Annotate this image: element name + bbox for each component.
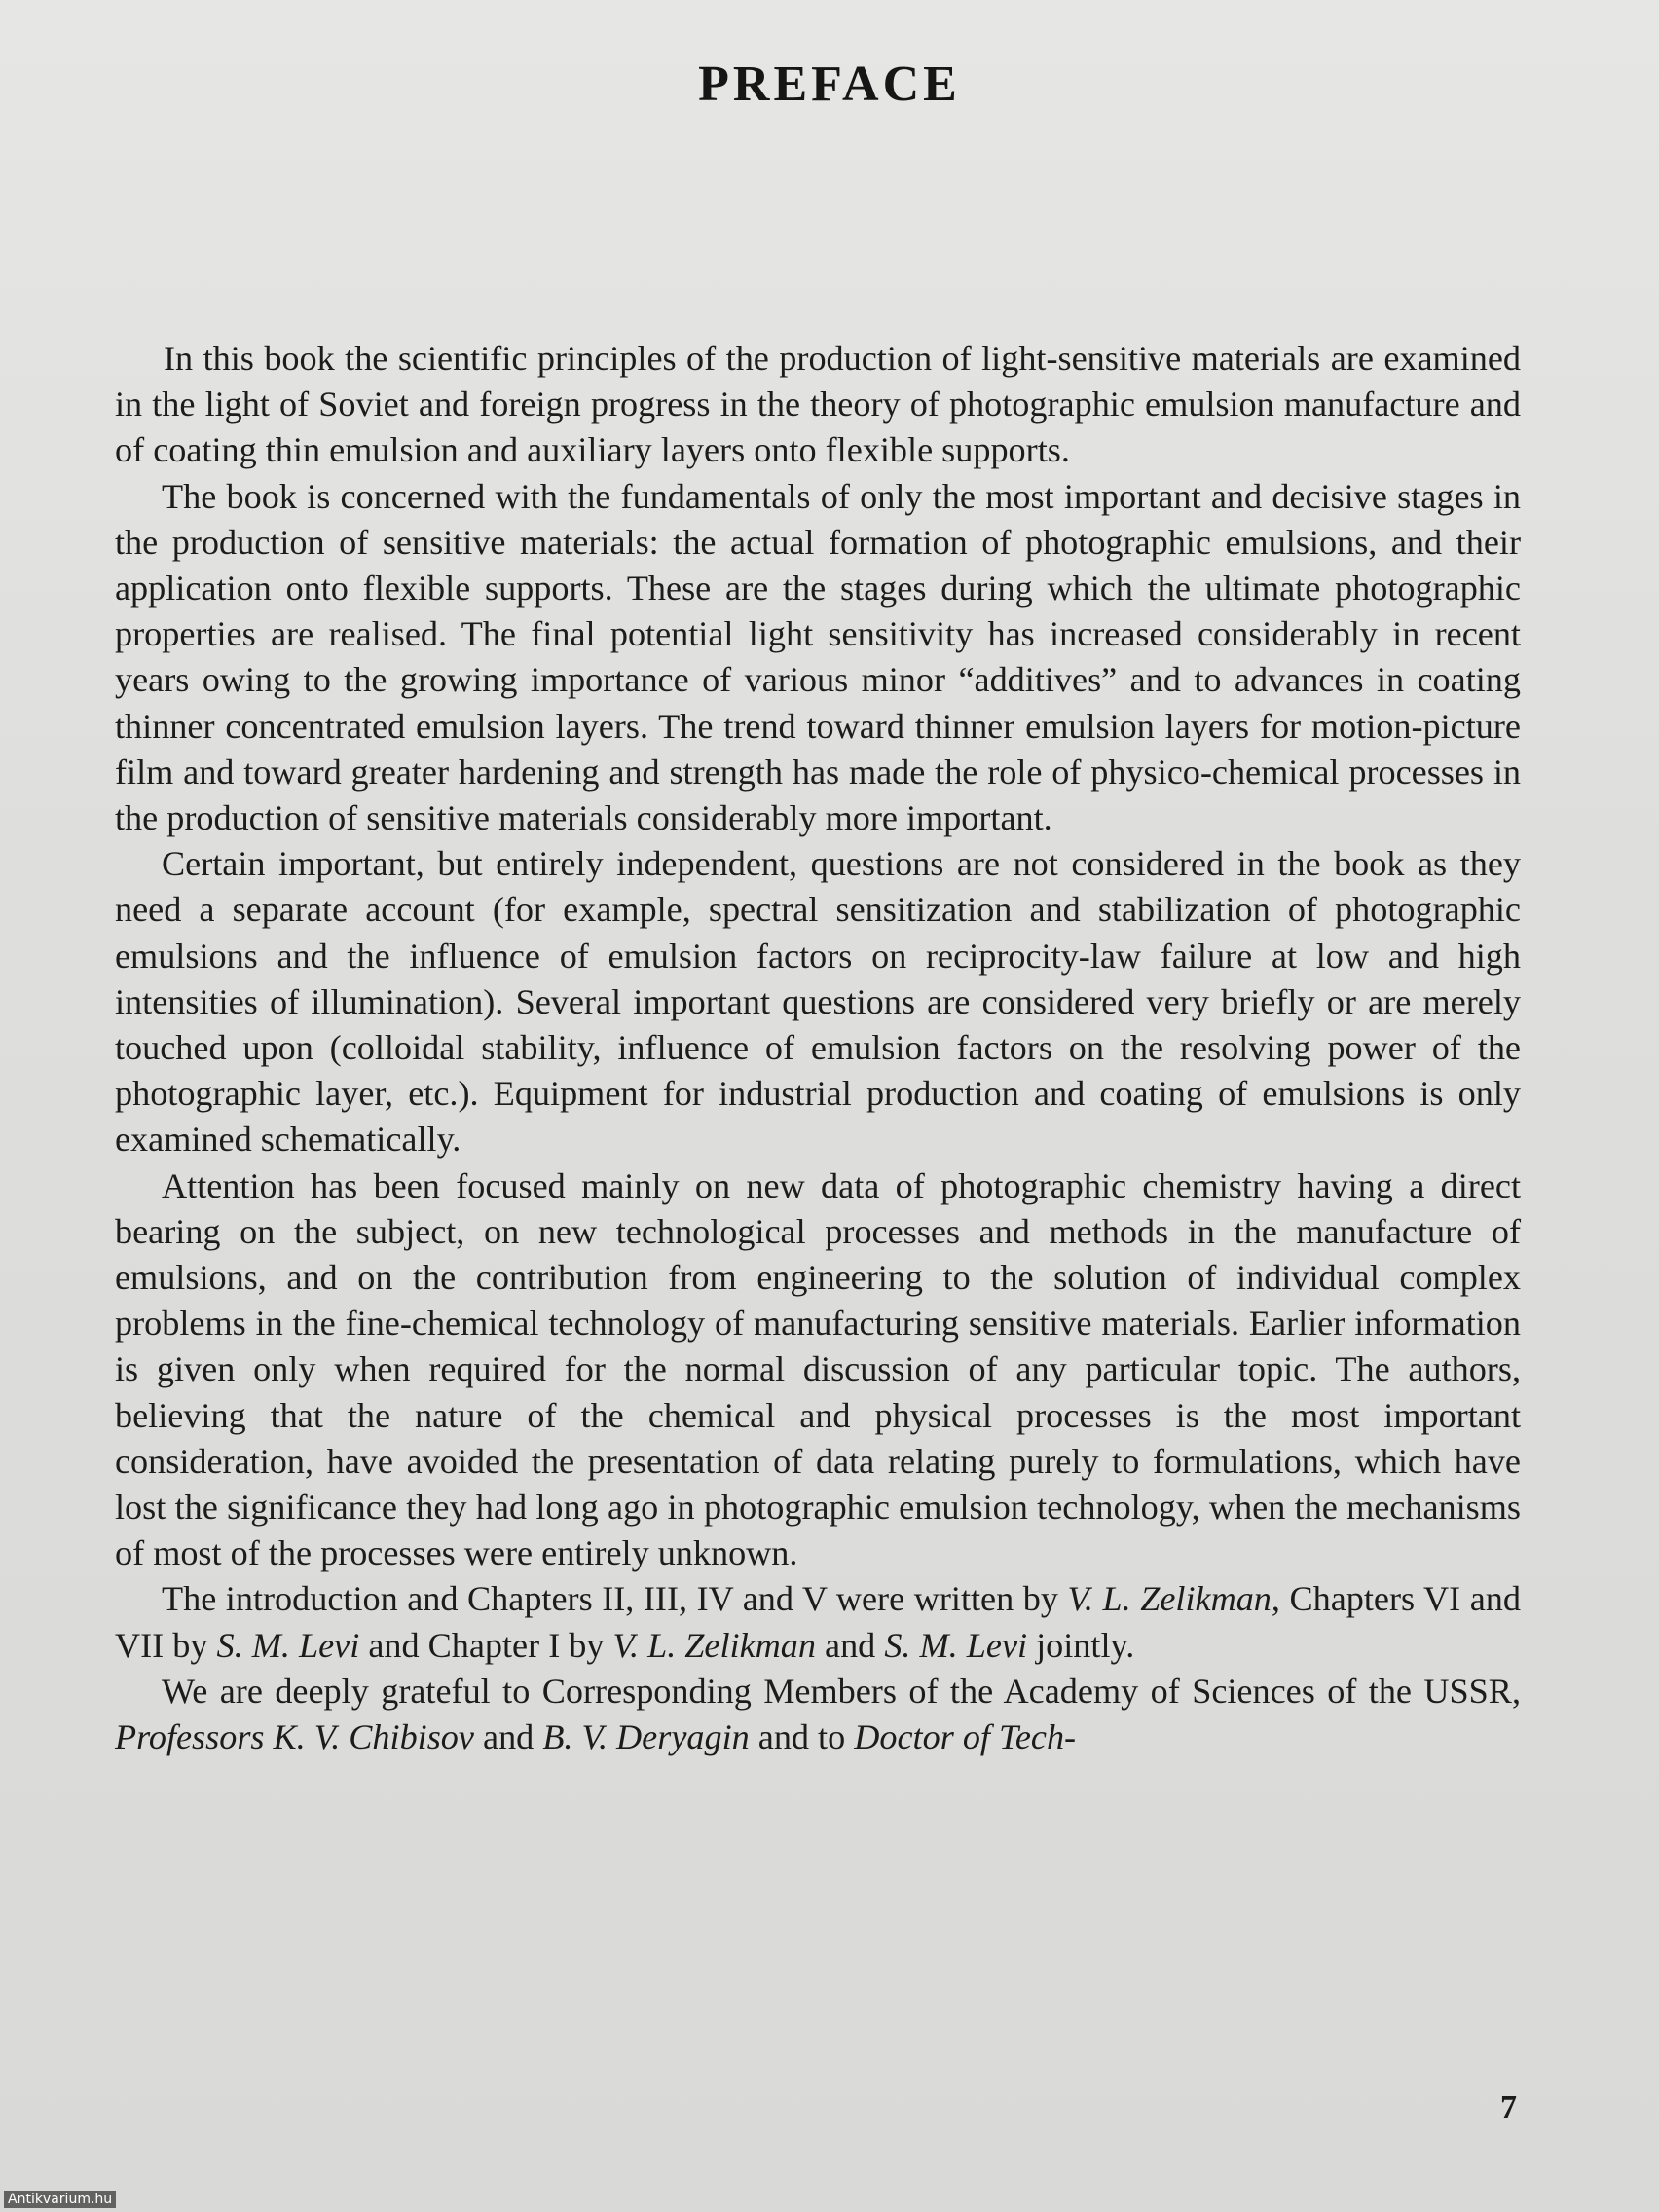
author-levi: S. M. Levi xyxy=(216,1625,360,1665)
name-deryagin: B. V. Deryagin xyxy=(542,1717,750,1757)
paragraph-1: In this book the scientific principles of the production of light-sensitive materials are examined in the light of Soviet and foreign progress in the theory of photographic emulsion manufacture and of coating thin emulsion and auxiliary layers onto flexible supports. xyxy=(115,339,1521,470)
paragraph-5 xyxy=(115,1576,1521,1668)
page-title: PREFACE xyxy=(698,55,961,112)
p5-text-1: The introduction and Chapters II, III, IV and V were written by xyxy=(162,1579,1068,1619)
author-zelikman-2: V. L. Zelikman xyxy=(612,1625,816,1665)
preface-body xyxy=(115,336,1521,1760)
p6-text-3: and to xyxy=(749,1717,855,1757)
paragraph-2: The book is concerned with the fundamentals of only the most important and decisive stages in the production of sensitive materials: the actual formation of photographic emulsions, and their application onto flexible supports. These are the stages during which the ultimate photographic properties are realised. The final potential light sensitivity has increased considerably in recent years owing to the growing importance of various minor “additives” and to advances in coating thinner concentrated emulsion layers. The trend toward thinner emulsion layers for motion-picture film and toward greater hardening and strength has made the role of physico-chemical processes in the production of sensitive materials considerably more important. xyxy=(115,476,1521,838)
paragraph-3: Certain important, but entirely independent, questions are not considered in the book as they need a separate account (for example, spectral sensitization and stabilization of photographic emulsions and the influence of emulsion factors on reciprocity-law failure at low and high intensities of illumination). Several important questions are considered very briefly or are merely touched upon (colloidal stability, influence of emulsion factors on the resolving power of the photographic layer, etc.). Equipment for industrial production and coating of emulsions is only examined schematically. xyxy=(115,844,1521,1160)
p5-text-3: and Chapter I by xyxy=(359,1625,613,1665)
p5-text-2: , Chapters VI and VII by xyxy=(115,1579,1521,1665)
author-zelikman: V. L. Zelikman xyxy=(1067,1579,1272,1619)
p6-text-2: and xyxy=(473,1717,543,1757)
watermark: Antikvarium.hu xyxy=(4,2191,116,2208)
name-doctor: Doctor of Tech- xyxy=(854,1717,1077,1757)
p6-text-1: We are deeply grateful to Corresponding Members of the Academy of Sciences of the USSR, xyxy=(162,1671,1521,1711)
name-chibisov: Professors K. V. Chibisov xyxy=(115,1717,474,1757)
paragraph-4: Attention has been focused mainly on new data of photographic chemistry having a direct bearing on the subject, on new technological processes and methods in the manufacture of emulsions, and on the contribution from engineering to the solution of individual complex problems in the fine-chemical technology of manufacturing sensitive materials. Earlier information is given only when required for the normal discussion of any particular topic. The authors, believing that the nature of the chemical and physical processes is the most important consideration, have avoided the presentation of data relating purely to formulations, which have lost the significance they had long ago in photographic emulsion technology, when the mechanisms of most of the processes were entirely unknown. xyxy=(115,1165,1521,1573)
author-levi-2: S. M. Levi xyxy=(884,1625,1028,1665)
paragraph-6 xyxy=(115,1669,1521,1760)
p5-text-4: and xyxy=(815,1625,885,1665)
page-number: 7 xyxy=(1500,2089,1517,2125)
p5-text-5: jointly. xyxy=(1027,1625,1135,1665)
